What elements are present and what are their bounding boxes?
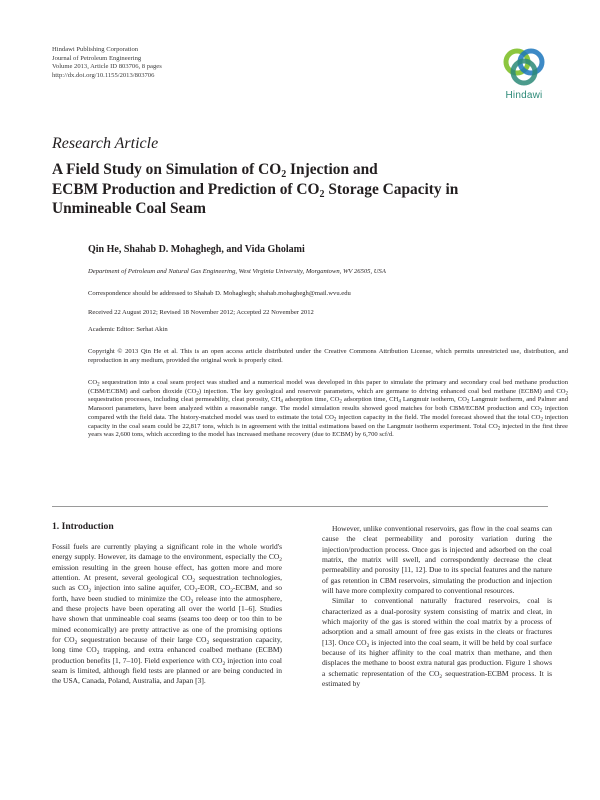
authors: Qin He, Shahab D. Mohaghegh, and Vida Gholami	[88, 244, 305, 255]
hindawi-logo-icon	[498, 44, 550, 88]
section-divider	[52, 506, 548, 507]
body-column-right	[322, 524, 552, 690]
body-column-left	[52, 520, 282, 687]
intro-paragraph-3: Similar to conventional naturally fractured reservoirs, coal is characterized as a dual-porosity system consisting of matrix and cleat, in which majority of the gas is stored within the coal matrix by a process of adsorption and a small amount of free gas exists in the cleats or fractures [13]. Once $CO_2$ is injected into the coal seam, it will be held by coal surface because of its higher affinity to the coal matrix than methane, and then displaces the methane to boost extra natural gas production. Figure 1 shows a schematic representation of the $CO_2$ sequestration-ECBM process. It is estimated by	[322, 596, 553, 689]
intro-paragraph-2: However, unlike conventional reservoirs, gas flow in the coal seams can cause the cleat permeability and porosity variation during the injection/production process. Once gas is injected and adsorbed on the coal matrix, the matrix will swell, and correspondently decrease the cleat permeability and porosity [11, 12]. Due to its special features and the nature of gas retention in CBM reservoirs, simulating the production and injection will have more complexity compared to conventional resources.	[322, 524, 552, 596]
correspondence: Correspondence should be addressed to Shahab D. Mohaghegh; shahab.mohaghegh@mail.wvu.edu	[88, 290, 351, 297]
copyright-notice: Copyright © 2013 Qin He et al. This is an open access article distributed under the Creative Commons Attribution License, which permits unrestricted use, distribution, and reproduction in any medium, provided the original work is properly cited.	[88, 348, 568, 364]
abstract: $CO_2$ sequestration into a coal seam project was studied and a numerical model was developed in this paper to simulate the primary and secondary coal bed methane production (CBM/ECBM) and carbon dioxide $(CO_2)$ injection. The key geological and reservoir parameters, which are germane to driving enhanced coal bed methane (ECBM) and $CO_2$ sequestration processes, including cleat permeability, cleat porosity, $CH_4$ adsorption time, $CO_2$ adsorption time, $CH_4$ Langmuir isotherm, $CO_2$ Langmuir isotherm, and Palmer and Mansoori parameters, have been analyzed within a reasonable range. The model simulation results showed good matches for both CBM/ECBM production and $CO_2$ injection compared with the field data. The history-matched model was used to estimate the total $CO_2$ injection capacity in the field. The model forecast showed that the total $CO_2$ injection capacity in the coal seam could be 22,817 tons, which is in agreement with the initial estimations based on the Langmuir isotherm experiment. Total $CO_2$ injected in the first three years was 2,600 tons, which according to the model has increased methane recovery (due to ECBM) by 6,700 scf/d.	[88, 379, 569, 439]
publisher: Hindawi Publishing Corporation	[52, 46, 139, 53]
section-heading-introduction: 1. Introduction	[52, 521, 114, 532]
journal-info	[52, 46, 162, 80]
doi-link[interactable]: http://dx.doi.org/10.1155/2013/803706	[52, 71, 155, 79]
article-type: Research Article	[52, 135, 159, 152]
academic-editor: Academic Editor: Serhat Akin	[88, 326, 168, 333]
hindawi-logo-text: Hindawi	[505, 90, 543, 101]
intro-paragraph-1: Fossil fuels are currently playing a significant role in the whole world's energy supply. However, its damage to the environment, especially the $CO_2$ emission resulting in the green house effect, has gotten more and more attention. At present, several geological $CO_2$ sequestration technologies, such as $CO_2$ injection into saline aquifer, $CO_2$-EOR, $CO_2$-ECBM, and so forth, have been studied to minimize the $CO_2$ release into the atmosphere, and these projects have been operating all over the world [1–6]. Studies have shown that unmineable coal seams (seams too deep or too thin to be mined economically) are pretty attractive as one of the promising options for $CO_2$ sequestration because of their large $CO_2$ sequestration capacity, long time $CO_2$ trapping, and extra enhanced coalbed methane (ECBM) production benefits [1, 7–10]. Field experience with $CO_2$ injection into coal seam is limited, although field tests are planned or are being conducted in the USA, Canada, Poland, Australia, and Japan [3].	[52, 542, 283, 686]
hindawi-logo[interactable]	[498, 44, 550, 106]
journal-name: Journal of Petroleum Engineering	[52, 54, 142, 62]
volume-line: Volume 2013, Article ID 803706, 8 pages	[52, 63, 162, 71]
received-dates: Received 22 August 2012; Revised 18 November 2012; Accepted 22 November 2012	[88, 309, 314, 316]
article-title: A Field Study on Simulation of $CO_2$ Injection and ECBM Production and Prediction of $CO_2$ Storage Capacity in Unmineable Coal Seam	[52, 161, 459, 217]
affiliation: Department of Petroleum and Natural Gas Engineering, West Virginia University, Morgantown, WV 26505, USA	[88, 268, 386, 275]
